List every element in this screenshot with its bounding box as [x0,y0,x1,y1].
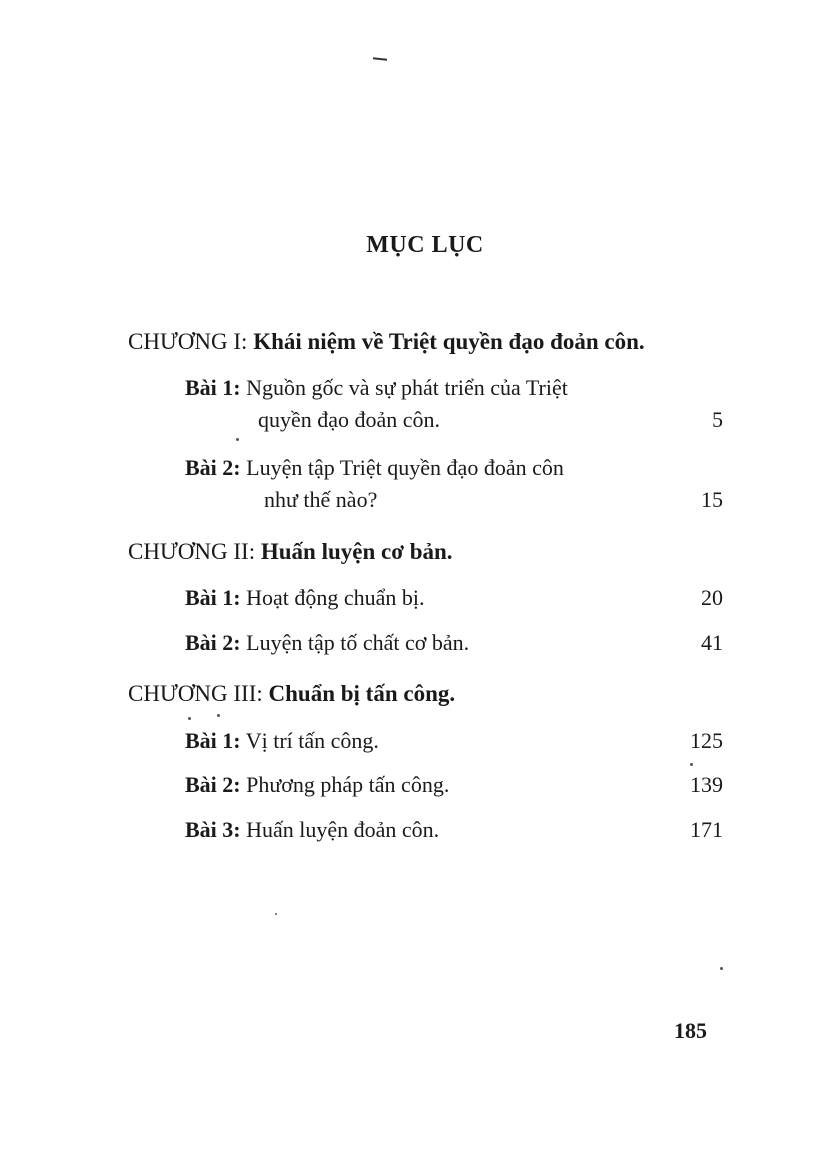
chapter-heading-3 [128,680,455,708]
toc-entry-c3-b3 [185,814,723,846]
scan-speck [275,913,277,915]
chapter-name: Huấn luyện cơ bản. [260,539,453,564]
scan-speck [236,438,239,441]
lesson-title: Phương pháp tấn công. [246,772,450,797]
scan-speck [188,717,191,720]
lesson-title: Nguồn gốc và sự phát triển của Triệt [246,375,568,400]
lesson-title: Vị trí tấn công. [245,728,379,753]
page-ref: 41 [701,630,723,655]
chapter-heading-1 [128,328,645,356]
page-title: MỤC LỤC [366,232,484,258]
chapter-label: CHƯƠNG I: [128,329,248,354]
print-mark [373,57,387,60]
toc-entry-c1-b1 [185,372,723,436]
scan-speck [217,714,220,717]
toc-entry-c2-b1 [185,582,723,614]
page-ref: 5 [712,407,723,432]
page-number: 185 [674,1018,707,1043]
page-ref: 125 [690,728,723,753]
lesson-label: Bài 2: [185,630,241,655]
toc-entry-c3-b2 [185,769,723,801]
lesson-label: Bài 3: [185,817,241,842]
lesson-label: Bài 1: [185,585,241,610]
scan-speck [720,967,723,970]
lesson-title: Hoạt động chuẩn bị. [246,585,425,610]
chapter-name: Khái niệm về Triệt quyền đạo đoản côn. [253,329,645,354]
toc-entry-c1-b2 [185,452,723,516]
lesson-label: Bài 2: [185,772,241,797]
lesson-label: Bài 2: [185,455,241,480]
page-ref: 20 [701,585,723,610]
lesson-title: Luyện tập tố chất cơ bản. [246,630,470,655]
chapter-name: Chuẩn bị tấn công. [268,681,456,706]
chapter-heading-2 [128,538,453,566]
toc-entry-c2-b2 [185,627,723,659]
toc-entry-c3-b1 [185,725,723,757]
lesson-label: Bài 1: [185,728,241,753]
chapter-label: CHƯƠNG II: [128,539,256,564]
page-ref: 15 [701,487,723,512]
lesson-label: Bài 1: [185,375,241,400]
lesson-title: Luyện tập Triệt quyền đạo đoản côn [246,455,564,480]
chapter-label: CHƯƠNG III: [128,681,263,706]
lesson-title-cont: như thế nào? [264,487,378,512]
lesson-title-cont: quyền đạo đoản côn. [258,407,441,432]
page-ref: 171 [690,817,723,842]
lesson-title: Huấn luyện đoản côn. [246,817,440,842]
page-ref: 139 [690,772,723,797]
scan-speck [690,763,693,766]
